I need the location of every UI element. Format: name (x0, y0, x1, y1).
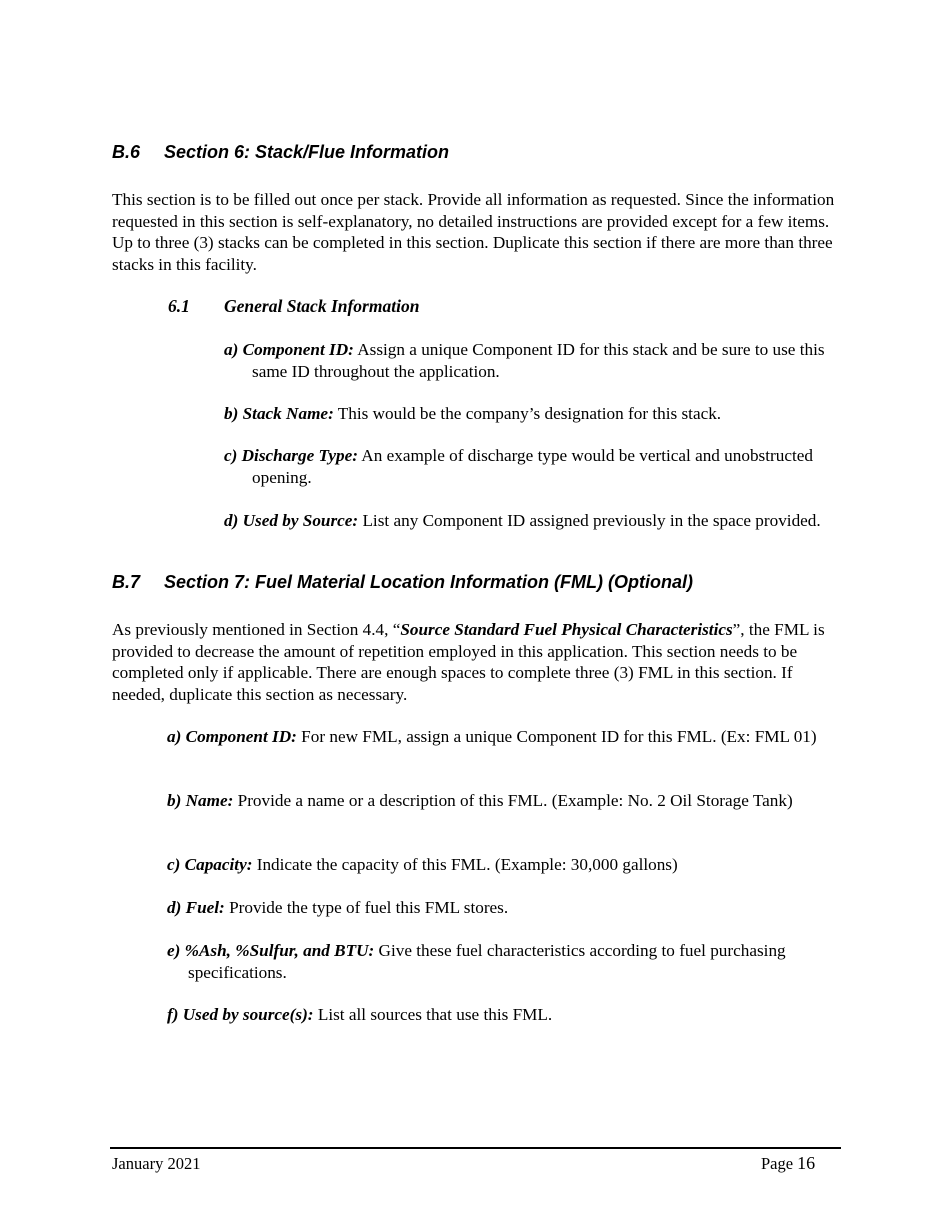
stack-item-text: An example of discharge type would be vertical and unobstructed opening. (252, 446, 813, 487)
fml-item-used-by-sources (167, 1004, 847, 1026)
fml-item-fuel (167, 897, 847, 919)
stack-item-text: List any Component ID assigned previously in the space provided. (358, 511, 821, 530)
footer-page-label: Page (761, 1154, 794, 1173)
fml-item-text: Indicate the capacity of this FML. (Example: 30,000 gallons) (252, 855, 678, 874)
fml-item-label: f) Used by source(s): (167, 1005, 314, 1024)
section-b6-heading (112, 142, 449, 162)
stack-item-label: c) Discharge Type: (224, 446, 358, 465)
section-b7-intro-emphasis: Source Standard Fuel Physical Characteristics (400, 620, 733, 639)
subsection-6-1-heading (168, 296, 419, 317)
subsection-6-1-title: General Stack Information (224, 296, 420, 316)
stack-item-stack-name (224, 403, 844, 425)
fml-item-label: c) Capacity: (167, 855, 253, 874)
section-b7-intro-before: As previously mentioned in Section 4.4, “ (112, 620, 401, 639)
subsection-6-1-number: 6.1 (168, 296, 190, 316)
stack-item-text: Assign a unique Component ID for this stack and be sure to use this same ID throughout the application. (252, 340, 825, 381)
fml-item-text: Provide the type of fuel this FML stores. (224, 898, 509, 917)
stack-item-discharge-type (224, 445, 844, 488)
footer-page-number: 16 (797, 1153, 816, 1173)
section-b7-intro (112, 619, 842, 705)
stack-item-label: a) Component ID: (224, 340, 354, 359)
footer-date: January 2021 (112, 1154, 201, 1173)
stack-item-label: d) Used by Source: (224, 511, 359, 530)
fml-item-component-id (167, 726, 847, 748)
section-b7-number: B.7 (112, 572, 141, 592)
stack-item-used-by-source (224, 510, 844, 532)
section-b6-number: B.6 (112, 142, 141, 162)
fml-item-label: a) Component ID: (167, 727, 297, 746)
fml-item-label: d) Fuel: (167, 898, 225, 917)
footer-page (761, 1153, 815, 1174)
stack-item-text: This would be the company’s designation for this stack. (333, 404, 722, 423)
footer-divider (110, 1147, 841, 1149)
section-b7-heading (112, 572, 693, 592)
fml-item-name (167, 790, 847, 812)
section-b7-intro-after: ”, the FML is provided to decrease the amount of repetition employed in this application. This section needs to be completed only if applicable. There are enough spaces to complete three (3) FML in this section. If needed, duplicate this section as necessary. (112, 620, 825, 704)
fml-item-capacity (167, 854, 847, 876)
fml-item-ash-sulfur-btu (167, 940, 847, 983)
fml-item-label: e) %Ash, %Sulfur, and BTU: (167, 941, 375, 960)
section-b6-title: Section 6: Stack/Flue Information (164, 142, 450, 162)
section-b6-intro: This section is to be filled out once per stack. Provide all information as requested. Since the information requested in this section is self-explanatory, no detailed instructions are provided except for a few items. Up to three (3) stacks can be completed in this section. Duplicate this section if there are more than three stacks in this facility. (112, 190, 835, 274)
fml-item-text: For new FML, assign a unique Component ID for this FML. (Ex: FML 01) (296, 727, 817, 746)
stack-item-component-id (224, 339, 844, 382)
fml-item-text: Provide a name or a description of this FML. (Example: No. 2 Oil Storage Tank) (233, 791, 793, 810)
stack-item-label: b) Stack Name: (224, 404, 334, 423)
fml-item-text: Give these fuel characteristics according to fuel purchasing specifications. (188, 941, 786, 982)
section-b7-title: Section 7: Fuel Material Location Information (FML) (Optional) (164, 572, 693, 592)
fml-item-label: b) Name: (167, 791, 234, 810)
fml-item-text: List all sources that use this FML. (313, 1005, 553, 1024)
